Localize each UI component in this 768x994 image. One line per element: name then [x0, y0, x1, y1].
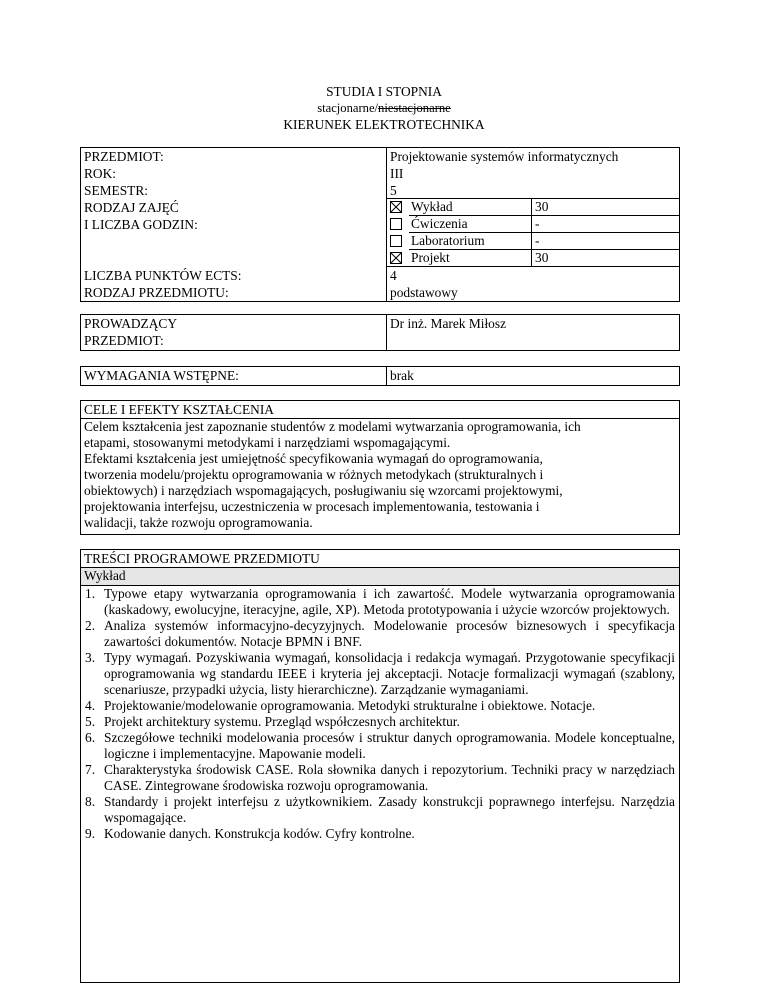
- project-hours: 30: [535, 250, 549, 265]
- checked-x-icon: [391, 253, 401, 263]
- list-item: [81, 826, 679, 842]
- project-label: Projekt: [411, 250, 450, 265]
- course-info-table: [80, 147, 680, 302]
- list-item-number: 3.: [85, 650, 96, 665]
- list-item-number: 1.: [85, 586, 96, 601]
- ects-value: 4: [390, 268, 397, 283]
- checked-x-icon: [391, 202, 401, 212]
- study-mode-active: stacjonarne: [317, 101, 375, 115]
- program-title: TREŚCI PROGRAMOWE PRZEDMIOTU: [84, 551, 320, 566]
- class-type-row-lecture: [387, 199, 679, 216]
- semester-value: 5: [390, 183, 397, 198]
- list-item-text: Charakterystyka środowisk CASE. Rola słownika danych i repozytorium. Techniki pracy w narzędziach CASE. Zintegrowane środowiska rozwoju oprogramowania.: [104, 762, 675, 793]
- list-item: [81, 762, 679, 794]
- laboratory-checkbox[interactable]: [390, 235, 402, 247]
- subject-value: Projektowanie systemów informatycznych: [390, 149, 619, 164]
- semester-label: SEMESTR:: [84, 183, 148, 198]
- program-section: [80, 549, 680, 983]
- exercises-checkbox[interactable]: [390, 218, 402, 230]
- study-mode-struck: niestacjonarne: [378, 101, 451, 115]
- list-item-number: 8.: [85, 794, 96, 809]
- goals-line: tworzenia modelu/projektu oprogramowania w różnych metodykach (strukturalnych i: [84, 467, 544, 482]
- goals-line: obiektowych) i narzędziach wspomagających, posługiwaniu się wzorcami projektowymi,: [84, 483, 563, 498]
- list-item-text: Projekt architektury systemu. Przegląd współczesnych architektur.: [104, 714, 460, 729]
- list-item: [81, 698, 679, 714]
- list-item: [81, 650, 679, 698]
- goals-line: Efektami kształcenia jest umiejętność specyfikowania wymagań do oprogramowania,: [84, 451, 543, 466]
- study-mode-line: [0, 100, 768, 116]
- goals-line: etapami, stosowanymi metodykami i narzędziami wspomagającymi.: [84, 435, 451, 450]
- class-type-label-2: I LICZBA GODZIN:: [84, 217, 198, 232]
- year-value: III: [390, 166, 404, 181]
- lecturer-table: [80, 314, 680, 351]
- list-item: [81, 714, 679, 730]
- list-item-text: Analiza systemów informacyjno-decyzyjnych. Modelowanie procesów biznesowych i specyfikacja zawartości dokumentów. Notacje BPMN i BNF.: [104, 618, 675, 649]
- program-list: [81, 586, 679, 842]
- exercises-hours: -: [535, 216, 540, 231]
- goals-title: CELE I EFEKTY KSZTAŁCENIA: [84, 402, 274, 417]
- list-item-number: 2.: [85, 618, 96, 633]
- goals-section: [80, 400, 680, 535]
- field-of-study-heading: KIERUNEK ELEKTROTECHNIKA: [283, 117, 485, 132]
- list-item-text: Standardy i projekt interfejsu z użytkownikiem. Zasady konstrukcji poprawnego interfejsu. Narzędzia wspomagające.: [104, 794, 675, 825]
- list-item: [81, 586, 679, 618]
- program-subtitle: Wykład: [84, 568, 126, 583]
- class-type-row-project: [387, 250, 679, 267]
- goals-line: Celem kształcenia jest zapoznanie studentów z modelami wytwarzania oprogramowania, ich: [84, 419, 581, 434]
- list-item-text: Kodowanie danych. Konstrukcja kodów. Cyfry kontrolne.: [104, 826, 415, 841]
- study-level-heading: STUDIA I STOPNIA: [326, 84, 442, 99]
- list-item: [81, 618, 679, 650]
- laboratory-label: Laboratorium: [411, 233, 485, 248]
- class-type-row-laboratory: [387, 233, 679, 250]
- list-item: [81, 730, 679, 762]
- subject-label: PRZEDMIOT:: [84, 149, 164, 164]
- lecture-checkbox[interactable]: [390, 201, 402, 213]
- subject-type-value: podstawowy: [390, 285, 458, 300]
- goals-line: projektowania interfejsu, uczestniczenia w procesach implementowania, testowania i: [84, 499, 540, 514]
- prerequisites-table: [80, 366, 680, 386]
- lecturer-label-2: PRZEDMIOT:: [84, 333, 164, 348]
- class-type-label: RODZAJ ZAJĘĆ: [84, 200, 179, 215]
- list-item-number: 4.: [85, 698, 96, 713]
- class-type-row-exercises: [387, 216, 679, 233]
- exercises-label: Ćwiczenia: [411, 216, 468, 231]
- year-label: ROK:: [84, 166, 116, 181]
- project-checkbox[interactable]: [390, 252, 402, 264]
- list-item-number: 5.: [85, 714, 96, 729]
- lecture-hours: 30: [535, 199, 549, 214]
- list-item-text: Typy wymagań. Pozyskiwania wymagań, konsolidacja i redakcja wymagań. Przygotowanie specyfikacji oprogramowania wg standardu IEEE i kryteria jej akceptacji. Notacje formalizacji wymagań (szablony, scenariusze, przypadki użycia, listy hierarchiczne). Zarządzanie wymaganiami.: [104, 650, 675, 697]
- lecturer-value: Dr inż. Marek Miłosz: [390, 316, 507, 331]
- subject-type-label: RODZAJ PRZEDMIOTU:: [84, 285, 229, 300]
- prerequisites-label: WYMAGANIA WSTĘPNE:: [84, 368, 239, 383]
- list-item-number: 7.: [85, 762, 96, 777]
- prerequisites-value: brak: [390, 368, 414, 383]
- list-item-text: Szczegółowe techniki modelowania procesów i struktur danych oprogramowania. Modele konceptualne, logiczne i implementacyjne. Mapowanie modeli.: [104, 730, 675, 761]
- study-mode-separator: /: [374, 101, 379, 115]
- list-item-text: Projektowanie/modelowanie oprogramowania. Metodyki strukturalne i obiektowe. Notacje.: [104, 698, 596, 713]
- list-item-text: Typowe etapy wytwarzania oprogramowania i ich zawartość. Modele wytwarzania oprogramowania (kaskadowy, ewolucyjne, iteracyjne, agile, XP). Metoda prototypowania i użycie wzorców projektowych.: [104, 586, 675, 617]
- lecturer-label: PROWADZĄCY: [84, 316, 177, 331]
- ects-label: LICZBA PUNKTÓW ECTS:: [84, 268, 242, 283]
- class-types-subtable: [387, 198, 679, 267]
- list-item: [81, 794, 679, 826]
- list-item-number: 9.: [85, 826, 96, 841]
- lecture-label: Wykład: [411, 199, 453, 214]
- list-item-number: 6.: [85, 730, 96, 745]
- goals-line: walidacji, także rozwoju oprogramowania.: [84, 515, 313, 530]
- laboratory-hours: -: [535, 233, 540, 248]
